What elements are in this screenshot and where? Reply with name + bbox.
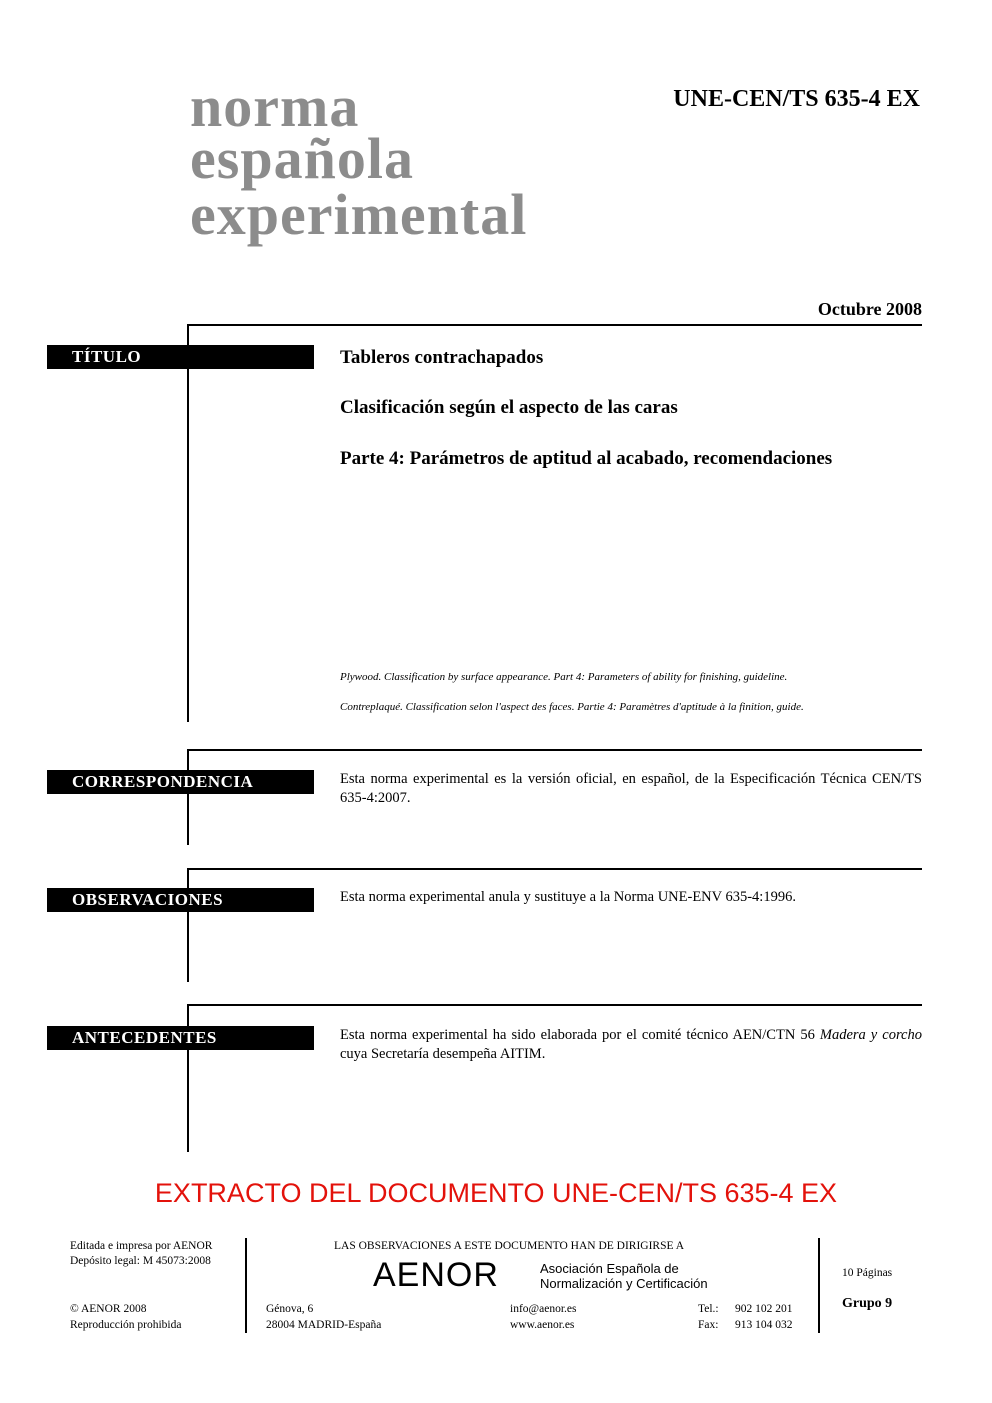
aenor-org-name-line-1: Asociación Española de (540, 1261, 679, 1276)
correspondencia-text: Esta norma experimental es la versión oficial, en español, de la Especificación Técnica CEN/TS 635-4:2007. (340, 771, 922, 806)
document-code: UNE-CEN/TS 635-4 EX (673, 86, 920, 112)
footer-address-street: Génova, 6 (266, 1303, 314, 1315)
antecedentes-text (340, 1026, 922, 1064)
footer-right-rule (818, 1238, 820, 1333)
footer-tel-value: 902 102 201 (735, 1303, 793, 1315)
observaciones-label: OBSERVACIONES (47, 888, 314, 912)
norma-title-line-2: española (190, 126, 414, 191)
footer-copyright: © AENOR 2008 (70, 1303, 147, 1315)
norma-title-line-3: experimental (190, 182, 528, 247)
aenor-logo: AENOR (373, 1256, 499, 1294)
antecedentes-committee-name: Madera y corcho (819, 1027, 922, 1043)
footer-reproduccion: Reproducción prohibida (70, 1319, 182, 1331)
extract-banner: EXTRACTO DEL DOCUMENTO UNE-CEN/TS 635-4 EX (154, 1178, 838, 1208)
observaciones-text: Esta norma experimental anula y sustituye a la Norma UNE-ENV 635-4:1996. (340, 889, 796, 905)
norma-title-line-1: norma (190, 74, 360, 139)
title-classification: Clasificación según el aspecto de las caras (340, 397, 678, 418)
antecedentes-text-after: cuya Secretaría desempeña AITIM. (340, 1046, 546, 1062)
title-english: Plywood. Classification by surface appearance. Part 4: Parameters of ability for finishing, guideline. (340, 671, 788, 683)
correspondencia-left-rule (187, 749, 189, 845)
antecedentes-top-rule (188, 1004, 922, 1006)
title-main: Tableros contrachapados (340, 347, 544, 368)
aenor-org-name (540, 1261, 708, 1291)
title-part: Parte 4: Parámetros de aptitud al acabado, recomendaciones (340, 448, 833, 469)
titulo-label: TÍTULO (47, 345, 314, 369)
footer-observaciones-heading: LAS OBSERVACIONES A ESTE DOCUMENTO HAN DE DIRIGIRSE A (334, 1240, 685, 1252)
observaciones-left-rule (187, 868, 189, 982)
footer-pages: 10 Páginas (842, 1267, 893, 1279)
footer-grupo: Grupo 9 (842, 1296, 893, 1311)
footer-tel-label: Tel.: (698, 1303, 719, 1315)
correspondencia-top-rule (188, 749, 922, 751)
titulo-top-rule (188, 324, 922, 326)
antecedentes-label: ANTECEDENTES (47, 1026, 314, 1050)
footer-editada: Editada e impresa por AENOR (70, 1240, 213, 1252)
footer-email[interactable]: info@aenor.es (510, 1303, 577, 1315)
document-date: Octubre 2008 (817, 299, 922, 319)
footer-address-city: 28004 MADRID-España (266, 1319, 382, 1331)
observaciones-top-rule (188, 868, 922, 870)
antecedentes-text-before: Esta norma experimental ha sido elaborada por el comité técnico AEN/CTN 56 (340, 1027, 820, 1043)
aenor-org-name-line-2: Normalización y Certificación (540, 1276, 708, 1291)
footer-left-rule (245, 1238, 247, 1333)
footer-website[interactable]: www.aenor.es (510, 1319, 575, 1331)
footer-fax-label: Fax: (698, 1319, 719, 1331)
footer-fax-value: 913 104 032 (735, 1319, 793, 1331)
correspondencia-label: CORRESPONDENCIA (47, 770, 314, 794)
titulo-left-rule (187, 324, 189, 722)
footer-deposito: Depósito legal: M 45073:2008 (70, 1255, 211, 1267)
title-french: Contreplaqué. Classification selon l'aspect des faces. Partie 4: Paramètres d'aptitude à la finition, guide. (340, 701, 804, 713)
